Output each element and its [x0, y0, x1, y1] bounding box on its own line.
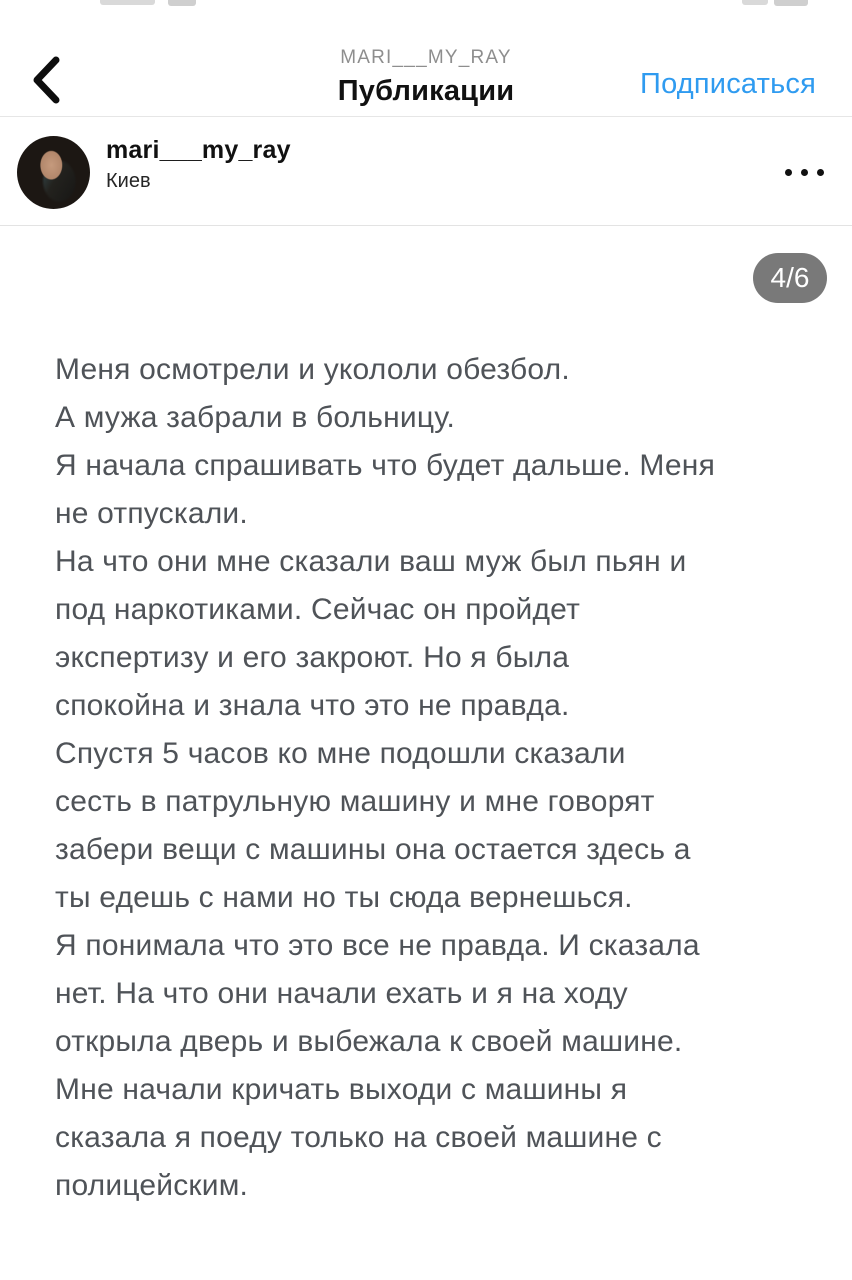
story-text-line: Спустя 5 часов ко мне подошли сказали	[55, 737, 626, 770]
more-options-button[interactable]	[768, 155, 824, 189]
story-text-line: сказала я поеду только на своей машине с	[55, 1121, 662, 1154]
status-bar-fragment	[168, 0, 196, 6]
status-bar-fragment	[100, 0, 155, 5]
profile-text-group	[106, 133, 291, 195]
follow-button[interactable]: Подписаться	[640, 68, 816, 100]
story-text-line: Я понимала что это все не правда. И сказала	[55, 929, 700, 962]
story-text-line: под наркотиками. Сейчас он пройдет	[55, 593, 581, 626]
post-header	[0, 117, 852, 225]
story-text-line: Меня осмотрели и укололи обезбол.	[55, 353, 570, 386]
avatar[interactable]	[17, 136, 90, 209]
story-text-line: забери вещи с машины она остается здесь а	[55, 833, 691, 866]
three-dots-icon	[801, 169, 808, 176]
story-text-line: экспертизу и его закроют. Но я была	[55, 641, 570, 674]
status-bar	[0, 0, 852, 10]
nav-bar	[0, 10, 852, 116]
story-text-line: А мужа забрали в больницу.	[55, 401, 455, 434]
back-button[interactable]	[18, 50, 74, 112]
nav-username-caps: MARI___MY_RAY	[340, 47, 512, 68]
story-text-block	[55, 346, 822, 1210]
three-dots-icon	[817, 169, 824, 176]
post-carousel-slide[interactable]	[0, 226, 852, 1280]
profile-username[interactable]: mari___my_ray	[106, 136, 291, 164]
status-bar-fragment	[774, 0, 808, 6]
story-text-line: нет. На что они начали ехать и я на ходу	[55, 977, 628, 1010]
story-text-line: сесть в патрульную машину и мне говорят	[55, 785, 655, 818]
story-text-line: открыла дверь и выбежала к своей машине.	[55, 1025, 683, 1058]
story-text-line: Я начала спрашивать что будет дальше. Меня	[55, 449, 716, 482]
chevron-left-icon	[32, 56, 60, 107]
story-text-line: не отпускали.	[55, 497, 248, 530]
status-bar-fragment	[742, 0, 768, 5]
nav-title-group	[206, 36, 646, 120]
page-title: Публикации	[337, 75, 515, 107]
story-text-line: Мне начали кричать выходи с машины я	[55, 1073, 628, 1106]
three-dots-icon	[785, 169, 792, 176]
carousel-page-badge: 4/6	[753, 253, 827, 303]
story-text-line: ты едешь с нами но ты сюда вернешься.	[55, 881, 633, 914]
story-text-line: На что они мне сказали ваш муж был пьян и	[55, 545, 687, 578]
story-text-line: спокойна и знала что это не правда.	[55, 689, 570, 722]
story-text-line: полицейским.	[55, 1169, 249, 1202]
profile-location[interactable]: Киев	[106, 170, 151, 192]
